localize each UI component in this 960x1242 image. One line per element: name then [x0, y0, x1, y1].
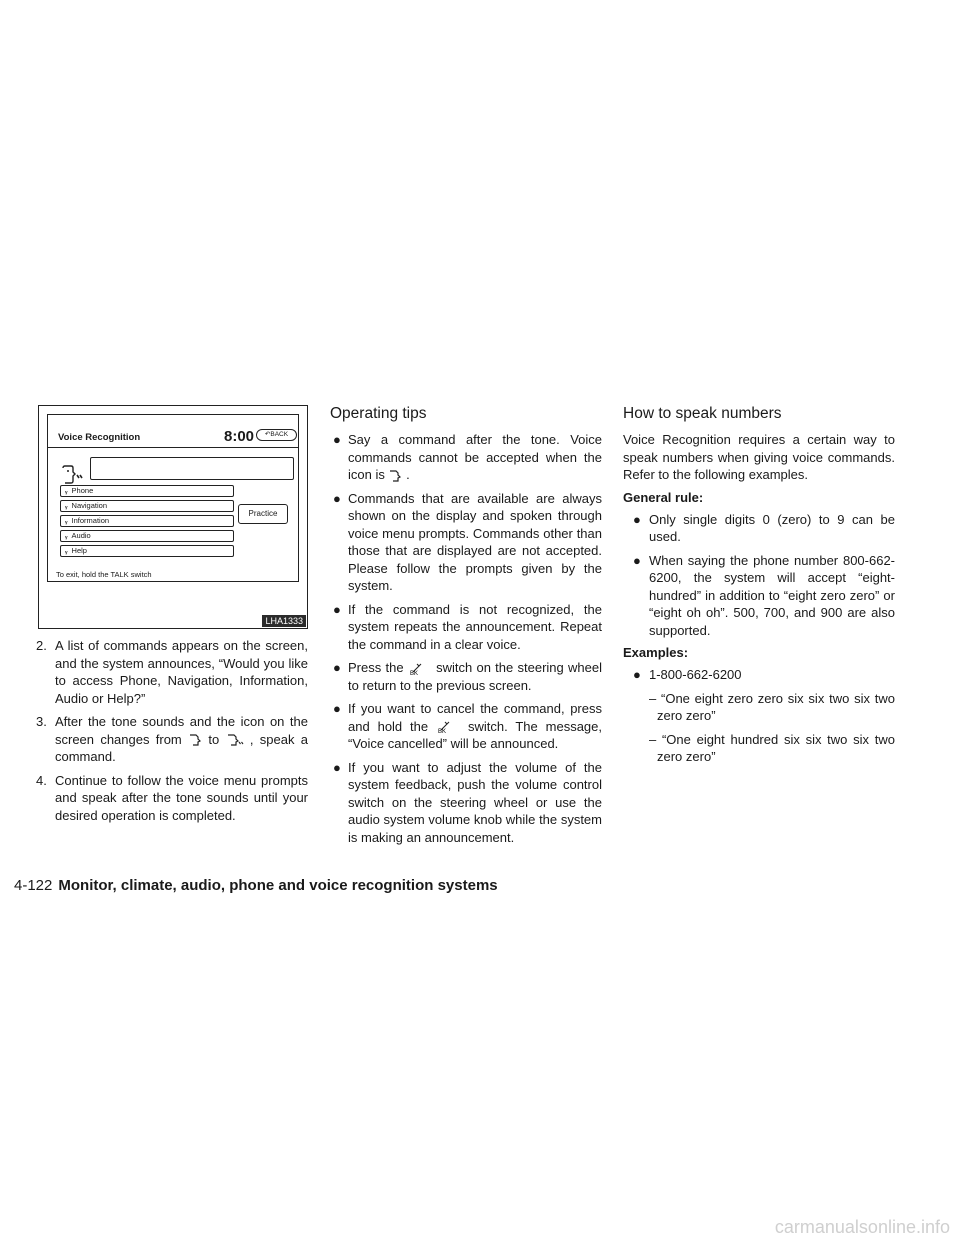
menu-item-help: ᵧ Help: [60, 545, 234, 557]
speak-icon: ᵧ: [65, 488, 68, 495]
figure-label: LHA1333: [262, 615, 306, 627]
examples-heading: Examples:: [623, 645, 689, 660]
svg-text:BK: BK: [438, 729, 447, 735]
talk-idle-icon: [388, 469, 402, 483]
talk-idle-icon: [188, 733, 202, 747]
example-dash-2: – “One eight hundred six six two six two zero zero”: [649, 731, 895, 764]
header-divider: [48, 447, 298, 448]
numbers-intro: Voice Recognition requires a certain way to speak numbers when giving voice commands. Refer to the following examples.: [623, 432, 895, 482]
tip-1: ● Say a command after the tone. Voice commands cannot be accepted when the icon is .: [333, 432, 602, 482]
voice-recognition-figure: [38, 405, 308, 629]
speak-icon: ᵧ: [65, 533, 68, 540]
back-button: [256, 429, 297, 441]
rule-1: ● Only single digits 0 (zero) to 9 can be used.: [633, 511, 895, 544]
tip-5: ● If you want to cancel the command, press and hold the BK switch. The message, “Voice cancelled” will be announced.: [333, 701, 602, 751]
talk-listening-icon: [226, 733, 244, 747]
numbers-column: [623, 405, 895, 766]
example-dash-1: – “One eight zero zero six six two six two zero zero”: [649, 690, 895, 723]
page-number: 4-122: [14, 877, 53, 894]
page-footer: [14, 877, 498, 894]
menu-item-navigation: ᵧ Navigation: [60, 500, 234, 512]
exit-hint: To exit, hold the TALK switch: [56, 570, 152, 579]
back-switch-icon: [408, 662, 432, 676]
general-rule-heading: General rule:: [623, 489, 704, 505]
back-arrow-icon: ↶: [264, 431, 271, 438]
vr-screen: [47, 414, 299, 582]
tip-3: ● If the command is not recognized, the system repeats the announcement. Repeat the command in a clear voice.: [333, 601, 602, 652]
back-label: BACK: [270, 431, 289, 438]
step-4: 4. Continue to follow the voice menu prompts and speak after the tone sounds until your desired operation is completed.: [36, 772, 308, 823]
vr-title: Voice Recognition: [58, 432, 141, 443]
practice-button: Practice: [238, 504, 288, 524]
numbers-heading: How to speak numbers: [623, 405, 782, 422]
operating-tips-heading: Operating tips: [330, 405, 427, 422]
speak-icon: ᵧ: [65, 503, 68, 510]
section-title: Monitor, climate, audio, phone and voice recognition systems: [58, 877, 498, 894]
clock: 8:00: [224, 428, 255, 445]
menu-item-information: ᵧ Information: [60, 515, 234, 527]
recognition-bar: [90, 457, 294, 480]
watermark: carmanualsonline.info: [774, 1217, 950, 1237]
tip-4: ● Press the BK switch on the steering wheel to return to the previous screen.: [333, 660, 602, 693]
menu-item-audio: ᵧ Audio: [60, 530, 234, 542]
back-switch-icon: [436, 720, 460, 734]
tip-2: ● Commands that are available are always shown on the display and spoken through voice menu prompts. Commands other than those that are displayed are not accepted. Please follow the prompts given by the system.: [333, 490, 602, 593]
speak-icon: ᵧ: [65, 548, 68, 555]
step-2: 2. A list of commands appears on the screen, and the system announces, “Would you like to access Phone, Navigation, Information, Audio or Help?”: [36, 638, 308, 706]
example-1: ● 1-800-662-6200: [633, 667, 742, 682]
left-column: [36, 637, 308, 830]
speak-icon: ᵧ: [65, 518, 68, 525]
svg-text:BK: BK: [409, 670, 418, 676]
tip-6: ● If you want to adjust the volume of the system feedback, push the volume control switch on the steering wheel or use the audio system volume knob while the system is making an announcement.: [333, 759, 602, 845]
rule-2: ● When saying the phone number 800-662-6200, the system will accept “eight-hundred” in addition to “eight zero zero” or “eight oh oh”. 500, 700, and 900 are also supported.: [633, 552, 895, 638]
menu-item-phone: ᵧ Phone: [60, 485, 234, 497]
step-3: 3. After the tone sounds and the icon on the screen changes from to , speak a command.: [36, 714, 308, 764]
operating-tips-column: [330, 405, 602, 852]
